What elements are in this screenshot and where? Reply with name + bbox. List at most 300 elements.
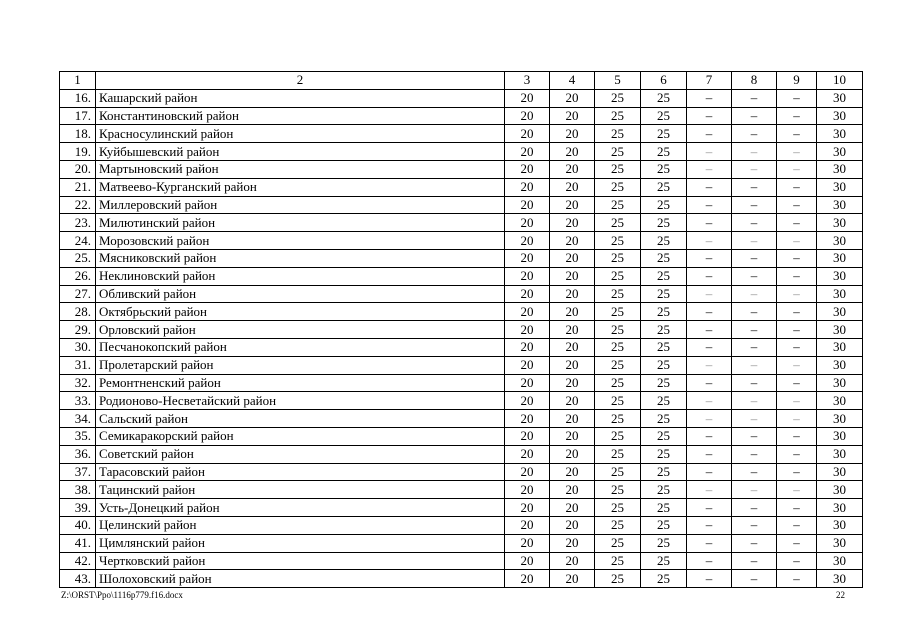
value-cell-col10: 30	[817, 534, 863, 552]
value-cell-col6: 25	[641, 214, 687, 232]
value-cell-col3: 20	[505, 410, 550, 428]
value-cell-col7: –	[687, 214, 732, 232]
table-row	[60, 410, 863, 428]
value-cell-col10: 30	[817, 178, 863, 196]
value-cell-col5: 25	[595, 338, 641, 356]
value-cell-col8: –	[732, 427, 777, 445]
value-cell-col5: 25	[595, 249, 641, 267]
value-cell-col3: 20	[505, 516, 550, 534]
value-cell-col3: 20	[505, 89, 550, 107]
value-cell-col7: –	[687, 196, 732, 214]
value-cell-col5: 25	[595, 516, 641, 534]
value-cell-col7: –	[687, 143, 732, 161]
value-cell-col5: 25	[595, 232, 641, 250]
value-cell-col7: –	[687, 303, 732, 321]
value-cell-col3: 20	[505, 499, 550, 517]
value-cell-col4: 20	[550, 392, 595, 410]
table-row	[60, 303, 863, 321]
value-cell-col10: 30	[817, 196, 863, 214]
value-cell-col5: 25	[595, 374, 641, 392]
district-name-cell: Советский район	[96, 445, 505, 463]
value-cell-col9: –	[777, 107, 817, 125]
value-cell-col7: –	[687, 178, 732, 196]
district-name-cell: Шолоховский район	[96, 570, 505, 588]
value-cell-col5: 25	[595, 356, 641, 374]
value-cell-col3: 20	[505, 570, 550, 588]
value-cell-col9: –	[777, 178, 817, 196]
value-cell-col7: –	[687, 249, 732, 267]
header-cell-9: 9	[777, 72, 817, 90]
value-cell-col3: 20	[505, 303, 550, 321]
value-cell-col10: 30	[817, 481, 863, 499]
value-cell-col9: –	[777, 214, 817, 232]
row-number-cell: 25.	[60, 249, 96, 267]
row-number-cell: 20.	[60, 160, 96, 178]
row-number-cell: 37.	[60, 463, 96, 481]
value-cell-col8: –	[732, 285, 777, 303]
value-cell-col6: 25	[641, 285, 687, 303]
value-cell-col3: 20	[505, 338, 550, 356]
table-row	[60, 267, 863, 285]
district-name-cell: Октябрьский район	[96, 303, 505, 321]
district-name-cell: Кашарский район	[96, 89, 505, 107]
row-number-cell: 28.	[60, 303, 96, 321]
value-cell-col10: 30	[817, 249, 863, 267]
value-cell-col5: 25	[595, 107, 641, 125]
value-cell-col5: 25	[595, 445, 641, 463]
value-cell-col8: –	[732, 321, 777, 339]
value-cell-col10: 30	[817, 374, 863, 392]
value-cell-col3: 20	[505, 534, 550, 552]
value-cell-col6: 25	[641, 356, 687, 374]
value-cell-col6: 25	[641, 463, 687, 481]
value-cell-col4: 20	[550, 321, 595, 339]
table-row	[60, 392, 863, 410]
value-cell-col10: 30	[817, 303, 863, 321]
district-name-cell: Родионово-Несветайский район	[96, 392, 505, 410]
row-number-cell: 26.	[60, 267, 96, 285]
header-cell-8: 8	[732, 72, 777, 90]
value-cell-col9: –	[777, 445, 817, 463]
value-cell-col5: 25	[595, 499, 641, 517]
value-cell-col8: –	[732, 552, 777, 570]
value-cell-col8: –	[732, 392, 777, 410]
table-row	[60, 463, 863, 481]
value-cell-col7: –	[687, 267, 732, 285]
value-cell-col9: –	[777, 392, 817, 410]
value-cell-col9: –	[777, 516, 817, 534]
row-number-cell: 27.	[60, 285, 96, 303]
footer-page-number: 22	[836, 590, 845, 600]
district-name-cell: Тарасовский район	[96, 463, 505, 481]
value-cell-col6: 25	[641, 570, 687, 588]
table-row	[60, 321, 863, 339]
table-row	[60, 499, 863, 517]
value-cell-col8: –	[732, 463, 777, 481]
value-cell-col7: –	[687, 463, 732, 481]
value-cell-col5: 25	[595, 552, 641, 570]
district-name-cell: Обливский район	[96, 285, 505, 303]
table-row	[60, 427, 863, 445]
value-cell-col5: 25	[595, 89, 641, 107]
value-cell-col6: 25	[641, 445, 687, 463]
value-cell-col10: 30	[817, 321, 863, 339]
table-header	[60, 72, 863, 90]
value-cell-col6: 25	[641, 178, 687, 196]
district-name-cell: Мартыновский район	[96, 160, 505, 178]
value-cell-col6: 25	[641, 392, 687, 410]
value-cell-col8: –	[732, 410, 777, 428]
value-cell-col5: 25	[595, 463, 641, 481]
header-cell-1: 1	[60, 72, 96, 90]
value-cell-col3: 20	[505, 196, 550, 214]
row-number-cell: 43.	[60, 570, 96, 588]
value-cell-col4: 20	[550, 534, 595, 552]
value-cell-col5: 25	[595, 481, 641, 499]
value-cell-col10: 30	[817, 552, 863, 570]
value-cell-col3: 20	[505, 178, 550, 196]
value-cell-col3: 20	[505, 374, 550, 392]
value-cell-col9: –	[777, 143, 817, 161]
value-cell-col10: 30	[817, 143, 863, 161]
value-cell-col4: 20	[550, 499, 595, 517]
value-cell-col6: 25	[641, 427, 687, 445]
district-name-cell: Чертковский район	[96, 552, 505, 570]
value-cell-col8: –	[732, 516, 777, 534]
row-number-cell: 34.	[60, 410, 96, 428]
district-name-cell: Песчанокопский район	[96, 338, 505, 356]
value-cell-col4: 20	[550, 89, 595, 107]
value-cell-col4: 20	[550, 516, 595, 534]
value-cell-col5: 25	[595, 392, 641, 410]
value-cell-col3: 20	[505, 107, 550, 125]
value-cell-col8: –	[732, 89, 777, 107]
header-cell-10: 10	[817, 72, 863, 90]
value-cell-col7: –	[687, 285, 732, 303]
value-cell-col5: 25	[595, 143, 641, 161]
district-name-cell: Мясниковский район	[96, 249, 505, 267]
value-cell-col3: 20	[505, 285, 550, 303]
footer-file-path: Z:\ORST\Ppo\1116p779.f16.docx	[61, 590, 183, 600]
value-cell-col3: 20	[505, 214, 550, 232]
table-row	[60, 214, 863, 232]
value-cell-col7: –	[687, 232, 732, 250]
value-cell-col4: 20	[550, 143, 595, 161]
value-cell-col6: 25	[641, 374, 687, 392]
value-cell-col8: –	[732, 232, 777, 250]
value-cell-col7: –	[687, 481, 732, 499]
value-cell-col4: 20	[550, 160, 595, 178]
header-cell-7: 7	[687, 72, 732, 90]
table-row	[60, 232, 863, 250]
value-cell-col8: –	[732, 570, 777, 588]
value-cell-col8: –	[732, 249, 777, 267]
value-cell-col4: 20	[550, 178, 595, 196]
value-cell-col3: 20	[505, 356, 550, 374]
value-cell-col9: –	[777, 160, 817, 178]
value-cell-col4: 20	[550, 570, 595, 588]
value-cell-col3: 20	[505, 232, 550, 250]
header-cell-3: 3	[505, 72, 550, 90]
value-cell-col8: –	[732, 481, 777, 499]
value-cell-col4: 20	[550, 249, 595, 267]
value-cell-col7: –	[687, 392, 732, 410]
value-cell-col3: 20	[505, 143, 550, 161]
value-cell-col10: 30	[817, 338, 863, 356]
value-cell-col5: 25	[595, 534, 641, 552]
value-cell-col4: 20	[550, 303, 595, 321]
value-cell-col6: 25	[641, 232, 687, 250]
district-name-cell: Семикаракорский район	[96, 427, 505, 445]
table-row	[60, 178, 863, 196]
value-cell-col4: 20	[550, 125, 595, 143]
value-cell-col6: 25	[641, 143, 687, 161]
district-name-cell: Морозовский район	[96, 232, 505, 250]
value-cell-col4: 20	[550, 107, 595, 125]
value-cell-col5: 25	[595, 196, 641, 214]
value-cell-col8: –	[732, 143, 777, 161]
value-cell-col6: 25	[641, 321, 687, 339]
value-cell-col5: 25	[595, 267, 641, 285]
value-cell-col10: 30	[817, 356, 863, 374]
district-name-cell: Матвеево-Курганский район	[96, 178, 505, 196]
district-name-cell: Константиновский район	[96, 107, 505, 125]
value-cell-col10: 30	[817, 570, 863, 588]
value-cell-col10: 30	[817, 392, 863, 410]
table-row	[60, 481, 863, 499]
value-cell-col5: 25	[595, 178, 641, 196]
header-row	[60, 72, 863, 90]
value-cell-col6: 25	[641, 534, 687, 552]
value-cell-col7: –	[687, 107, 732, 125]
value-cell-col9: –	[777, 285, 817, 303]
value-cell-col6: 25	[641, 196, 687, 214]
row-number-cell: 35.	[60, 427, 96, 445]
table-row	[60, 552, 863, 570]
value-cell-col6: 25	[641, 338, 687, 356]
row-number-cell: 31.	[60, 356, 96, 374]
value-cell-col4: 20	[550, 374, 595, 392]
value-cell-col3: 20	[505, 249, 550, 267]
value-cell-col10: 30	[817, 445, 863, 463]
row-number-cell: 19.	[60, 143, 96, 161]
value-cell-col7: –	[687, 321, 732, 339]
value-cell-col5: 25	[595, 570, 641, 588]
district-name-cell: Целинский район	[96, 516, 505, 534]
value-cell-col8: –	[732, 178, 777, 196]
value-cell-col7: –	[687, 534, 732, 552]
value-cell-col9: –	[777, 410, 817, 428]
value-cell-col7: –	[687, 552, 732, 570]
value-cell-col6: 25	[641, 410, 687, 428]
value-cell-col10: 30	[817, 499, 863, 517]
data-table	[59, 71, 863, 588]
value-cell-col3: 20	[505, 160, 550, 178]
value-cell-col7: –	[687, 338, 732, 356]
value-cell-col10: 30	[817, 267, 863, 285]
value-cell-col4: 20	[550, 356, 595, 374]
value-cell-col9: –	[777, 463, 817, 481]
table-row	[60, 445, 863, 463]
value-cell-col5: 25	[595, 214, 641, 232]
value-cell-col4: 20	[550, 445, 595, 463]
value-cell-col10: 30	[817, 516, 863, 534]
value-cell-col4: 20	[550, 427, 595, 445]
row-number-cell: 21.	[60, 178, 96, 196]
value-cell-col10: 30	[817, 285, 863, 303]
district-name-cell: Неклиновский район	[96, 267, 505, 285]
value-cell-col3: 20	[505, 392, 550, 410]
table-row	[60, 338, 863, 356]
value-cell-col7: –	[687, 125, 732, 143]
table-row	[60, 249, 863, 267]
value-cell-col9: –	[777, 427, 817, 445]
value-cell-col6: 25	[641, 89, 687, 107]
value-cell-col7: –	[687, 410, 732, 428]
value-cell-col4: 20	[550, 463, 595, 481]
value-cell-col4: 20	[550, 285, 595, 303]
value-cell-col7: –	[687, 570, 732, 588]
row-number-cell: 41.	[60, 534, 96, 552]
value-cell-col10: 30	[817, 125, 863, 143]
value-cell-col8: –	[732, 356, 777, 374]
value-cell-col10: 30	[817, 427, 863, 445]
header-cell-2: 2	[96, 72, 505, 90]
district-name-cell: Пролетарский район	[96, 356, 505, 374]
table-row	[60, 107, 863, 125]
row-number-cell: 42.	[60, 552, 96, 570]
value-cell-col5: 25	[595, 125, 641, 143]
value-cell-col9: –	[777, 303, 817, 321]
district-name-cell: Ремонтненский район	[96, 374, 505, 392]
value-cell-col8: –	[732, 267, 777, 285]
value-cell-col4: 20	[550, 267, 595, 285]
table-row	[60, 160, 863, 178]
value-cell-col6: 25	[641, 481, 687, 499]
value-cell-col4: 20	[550, 196, 595, 214]
value-cell-col10: 30	[817, 214, 863, 232]
district-name-cell: Тацинский район	[96, 481, 505, 499]
table-row	[60, 570, 863, 588]
district-name-cell: Цимлянский район	[96, 534, 505, 552]
value-cell-col5: 25	[595, 285, 641, 303]
district-name-cell: Усть-Донецкий район	[96, 499, 505, 517]
district-name-cell: Орловский район	[96, 321, 505, 339]
row-number-cell: 22.	[60, 196, 96, 214]
value-cell-col8: –	[732, 107, 777, 125]
value-cell-col8: –	[732, 445, 777, 463]
value-cell-col8: –	[732, 160, 777, 178]
value-cell-col4: 20	[550, 481, 595, 499]
value-cell-col9: –	[777, 374, 817, 392]
table-row	[60, 125, 863, 143]
value-cell-col9: –	[777, 356, 817, 374]
row-number-cell: 33.	[60, 392, 96, 410]
value-cell-col6: 25	[641, 267, 687, 285]
value-cell-col5: 25	[595, 410, 641, 428]
row-number-cell: 39.	[60, 499, 96, 517]
value-cell-col6: 25	[641, 107, 687, 125]
value-cell-col3: 20	[505, 481, 550, 499]
value-cell-col3: 20	[505, 552, 550, 570]
value-cell-col5: 25	[595, 303, 641, 321]
table-row	[60, 143, 863, 161]
header-cell-5: 5	[595, 72, 641, 90]
value-cell-col6: 25	[641, 249, 687, 267]
value-cell-col6: 25	[641, 499, 687, 517]
header-cell-6: 6	[641, 72, 687, 90]
value-cell-col10: 30	[817, 160, 863, 178]
value-cell-col10: 30	[817, 89, 863, 107]
value-cell-col3: 20	[505, 125, 550, 143]
district-name-cell: Красносулинский район	[96, 125, 505, 143]
value-cell-col10: 30	[817, 107, 863, 125]
row-number-cell: 29.	[60, 321, 96, 339]
value-cell-col9: –	[777, 232, 817, 250]
value-cell-col4: 20	[550, 214, 595, 232]
table-row	[60, 89, 863, 107]
value-cell-col6: 25	[641, 552, 687, 570]
value-cell-col4: 20	[550, 338, 595, 356]
value-cell-col8: –	[732, 303, 777, 321]
value-cell-col5: 25	[595, 160, 641, 178]
header-cell-4: 4	[550, 72, 595, 90]
value-cell-col4: 20	[550, 410, 595, 428]
value-cell-col9: –	[777, 499, 817, 517]
value-cell-col6: 25	[641, 125, 687, 143]
table-row	[60, 285, 863, 303]
value-cell-col9: –	[777, 534, 817, 552]
value-cell-col9: –	[777, 89, 817, 107]
value-cell-col10: 30	[817, 410, 863, 428]
table-row	[60, 356, 863, 374]
table-row	[60, 196, 863, 214]
value-cell-col7: –	[687, 499, 732, 517]
value-cell-col10: 30	[817, 232, 863, 250]
value-cell-col7: –	[687, 445, 732, 463]
value-cell-col7: –	[687, 89, 732, 107]
value-cell-col3: 20	[505, 321, 550, 339]
value-cell-col4: 20	[550, 232, 595, 250]
value-cell-col3: 20	[505, 267, 550, 285]
value-cell-col9: –	[777, 125, 817, 143]
value-cell-col8: –	[732, 214, 777, 232]
value-cell-col3: 20	[505, 427, 550, 445]
value-cell-col6: 25	[641, 516, 687, 534]
district-name-cell: Миллеровский район	[96, 196, 505, 214]
value-cell-col9: –	[777, 338, 817, 356]
row-number-cell: 38.	[60, 481, 96, 499]
value-cell-col6: 25	[641, 160, 687, 178]
row-number-cell: 30.	[60, 338, 96, 356]
value-cell-col7: –	[687, 160, 732, 178]
value-cell-col4: 20	[550, 552, 595, 570]
table-body	[60, 89, 863, 587]
value-cell-col8: –	[732, 374, 777, 392]
row-number-cell: 18.	[60, 125, 96, 143]
value-cell-col9: –	[777, 267, 817, 285]
value-cell-col8: –	[732, 499, 777, 517]
district-name-cell: Милютинский район	[96, 214, 505, 232]
row-number-cell: 40.	[60, 516, 96, 534]
district-name-cell: Куйбышевский район	[96, 143, 505, 161]
value-cell-col7: –	[687, 356, 732, 374]
value-cell-col8: –	[732, 196, 777, 214]
value-cell-col3: 20	[505, 445, 550, 463]
value-cell-col6: 25	[641, 303, 687, 321]
value-cell-col8: –	[732, 338, 777, 356]
value-cell-col3: 20	[505, 463, 550, 481]
